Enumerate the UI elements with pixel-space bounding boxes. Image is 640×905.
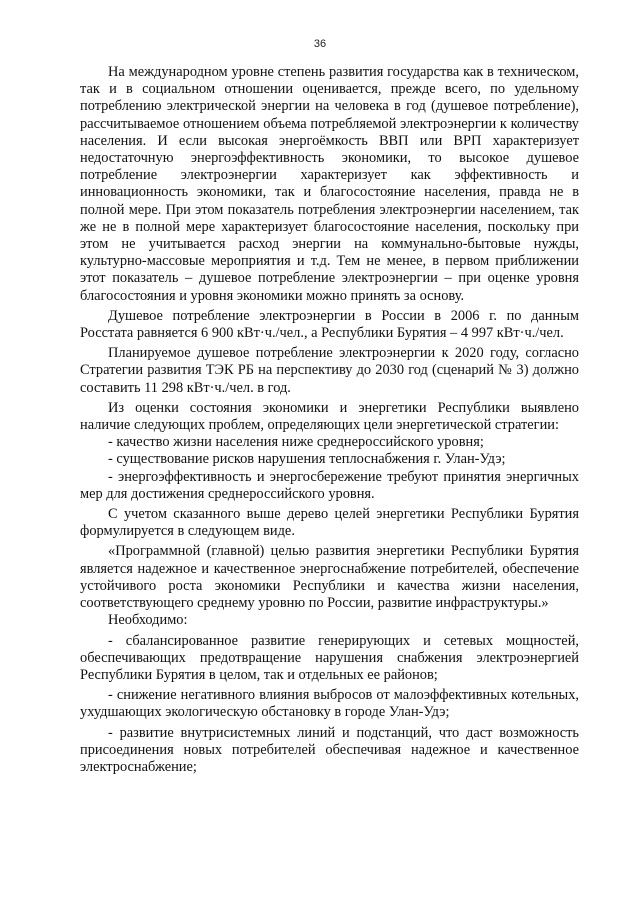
paragraph-main-goal-quote: «Программной (главной) целью развития энергетики Республики Бурятия является надежное и качественное энергоснабжение потребителей, обеспечение устойчивого роста экономики Республики и качества жизни населения, соответствующего среднему уровню по России, развитие инфраструктуры.» [80,543,579,612]
list-item-energy-efficiency: - энергоэффективность и энергосбережение требуют принятия энергичных мер для достижения среднероссийского уровня. [80,468,579,502]
list-item-grid-development: - развитие внутрисистемных линий и подстанций, что даст возможность присоединения новых потребителей обеспечивая надежное и качественное электроснабжение; [80,724,579,775]
paragraph-necessary: Необходимо: [108,612,188,629]
list-item-heat-supply-risk: - существование рисков нарушения теплоснабжения г. Улан-Удэ; [108,451,506,468]
paragraph-russia-consumption: Душевое потребление электроэнергии в России в 2006 г. по данным Росстата равняется 6 900 кВт·ч./чел., а Республики Бурятия – 4 997 кВт·ч./чел. [80,307,579,342]
list-item-balanced-development: - сбалансированное развитие генерирующих и сетевых мощностей, обеспечивающих предотвращение нарушения снабжения электроэнергией Республики Бурятия в целом, так и отдельных ее районов; [80,632,579,683]
page-number: 36 [313,38,327,50]
paragraph-planned-consumption: Планируемое душевое потребление электроэнергии к 2020 году, согласно Стратегии развития ТЭК РБ на перспективу до 2030 год (сценарий № 3) должно составить 11 298 кВт·ч./чел. в год. [80,345,579,396]
paragraph-goal-tree: С учетом сказанного выше дерево целей энергетики Республики Бурятия формулируется в следующем виде. [80,506,579,540]
list-item-emissions-reduction: - снижение негативного влияния выбросов от малоэффективных котельных, ухудшающих экологическую обстановку в городе Улан-Удэ; [80,687,579,721]
paragraph-problems-intro: Из оценки состояния экономики и энергетики Республики выявлено наличие следующих проблем, определяющих цели энергетической стратегии: [80,399,579,434]
list-item-quality-of-life: - качество жизни населения ниже среднероссийского уровня; [108,434,484,451]
body-text [80,64,579,776]
paragraph-per-capita-intro: На международном уровне степень развития государства как в техническом, так и в социальном отношении оценивается, прежде всего, по удельному потреблению электрической энергии на человека в год (душевое потребление), рассчитываемое отношением объема потребляемой электроэнергии к количеству населения. И если высокая энергоёмкость ВВП или ВРП характеризует недостаточную энергоэффективность экономики, то высокое душевое потребление электроэнергии характеризует как эффективность и инновационность экономики, так и благосостояние населения, правда не в полной мере. При этом показатель потребления электроэнергии населением, так же не в полной мере характеризует благосостояние населения, поскольку при этом не учитывается расход энергии на коммунально-бытовые нужды, культурно-массовые мероприятия и т.д. Тем не менее, в первом приближении этот показатель – душевое потребление электроэнергии – при оценке уровня благосостояния и уровня экономики можно принять за основу. [80,64,579,304]
